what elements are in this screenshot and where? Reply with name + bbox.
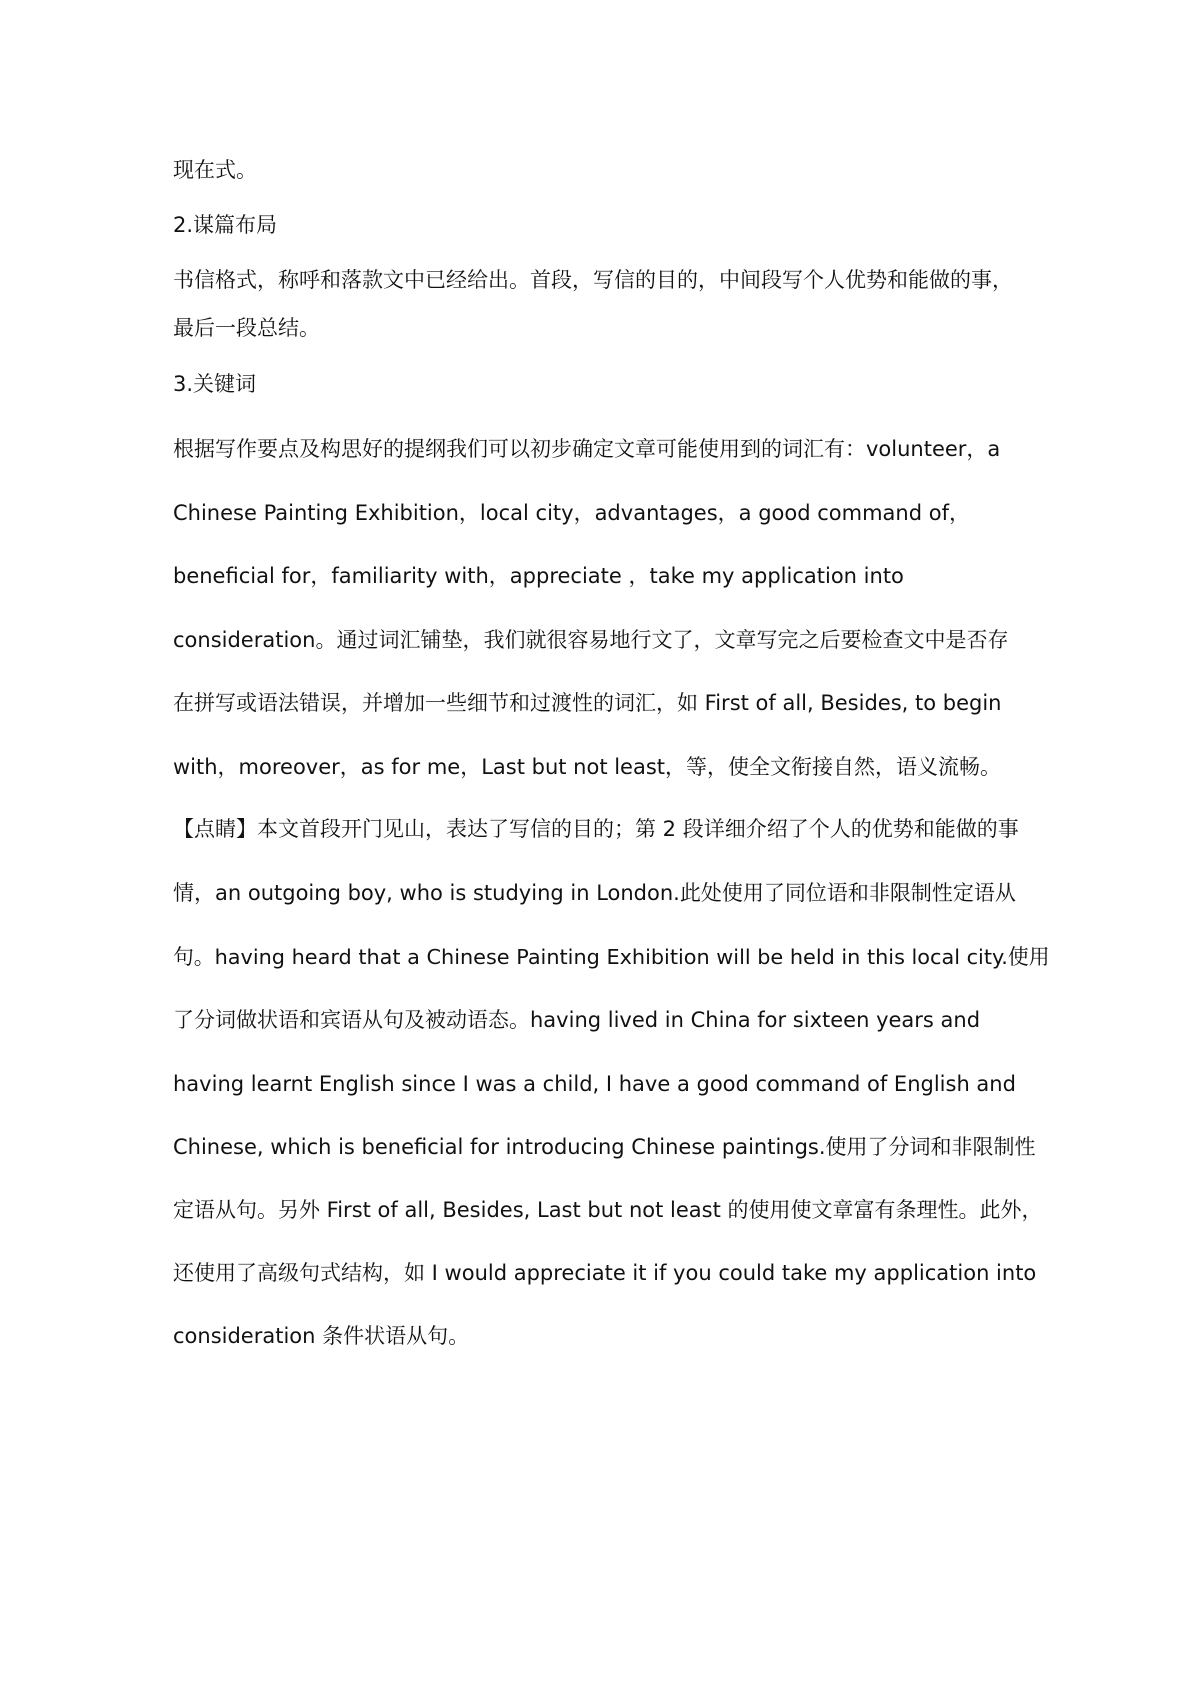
text-line-4: 最后一段总结。 [173, 316, 320, 340]
text-line-7: Chinese Painting Exhibition，local city，advantages，a good command of， [173, 501, 970, 525]
text-line-12: 【点睛】本文首段开门见山，表达了写信的目的；第 2 段详细介绍了个人的优势和能做的事 [173, 817, 1019, 841]
text-line-8: beneficial for，familiarity with，appreciate ，take my application into [173, 564, 904, 588]
text-line-6: 根据写作要点及构思好的提纲我们可以初步确定文章可能使用到的词汇有：volunteer，a [173, 437, 1001, 461]
text-line-13: 情，an outgoing boy, who is studying in London.此处使用了同位语和非限制性定语从 [173, 881, 1016, 905]
text-line-20: consideration 条件状语从句。 [173, 1324, 470, 1348]
text-line-16: having learnt English since I was a child, I have a good command of English and [173, 1072, 1016, 1096]
text-line-14: 句。having heard that a Chinese Painting Exhibition will be held in this local city.使用 [173, 945, 1050, 969]
text-line-11: with，moreover，as for me，Last but not least，等，使全文衔接自然，语义流畅。 [173, 755, 1002, 779]
text-line-9: consideration。通过词汇铺垫，我们就很容易地行文了，文章写完之后要检查文中是否存 [173, 628, 1009, 652]
text-line-17: Chinese, which is beneficial for introducing Chinese paintings.使用了分词和非限制性 [173, 1135, 1036, 1159]
section-heading-layout: 2.谋篇布局 [173, 213, 278, 237]
text-line-19: 还使用了高级句式结构，如 I would appreciate it if you could take my application into [173, 1261, 1037, 1285]
text-line-1: 现在式。 [173, 158, 257, 182]
text-line-10: 在拼写或语法错误，并增加一些细节和过渡性的词汇，如 First of all, Besides, to begin [173, 691, 1002, 715]
text-line-3: 书信格式，称呼和落款文中已经给出。首段，写信的目的，中间段写个人优势和能做的事， [173, 268, 1013, 292]
text-line-15: 了分词做状语和宾语从句及被动语态。having lived in China for sixteen years and [173, 1008, 981, 1032]
text-line-18: 定语从句。另外 First of all, Besides, Last but not least 的使用使文章富有条理性。此外， [173, 1198, 1043, 1222]
section-heading-keywords: 3.关键词 [173, 372, 257, 396]
